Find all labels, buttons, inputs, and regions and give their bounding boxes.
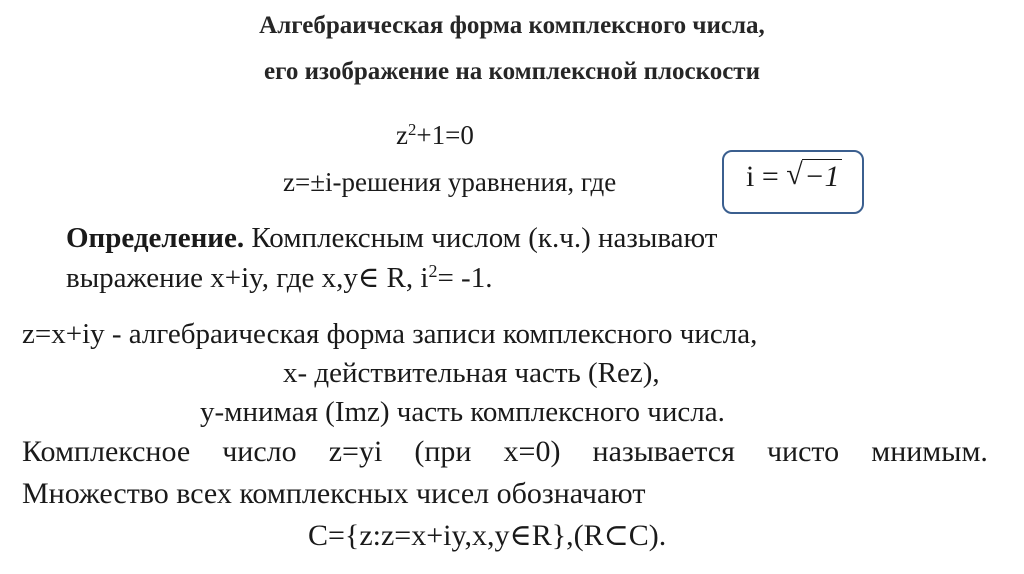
equation-exponent: 2 [407,119,417,139]
formula-lhs: i = [746,160,787,193]
body-line-4-word: Комплексное [22,435,191,468]
solutions-text: z=±i-решения уравнения, где [283,167,617,197]
body-line-4-word: (при [414,435,472,468]
radicand: −1 [804,160,840,193]
equation-rest: +1=0 [416,120,474,150]
sqrt-formula [746,160,842,194]
body-line-2: x- действительная часть (Rez), [283,357,660,389]
radical-sign: √ [786,158,803,191]
slide-title-line-1: Алгебраическая форма комплексного числа, [259,12,765,39]
definition-heading: Определение. [66,222,245,254]
body-line-4-word: мнимым. [871,435,988,468]
body-line-4-word: x=0) [503,435,561,468]
equation-base: z [396,120,408,150]
set-definition: C={z:z=x+iy,x,y∈R},(R⊂C). [308,519,667,552]
definition-line-2-b: = -1. [437,262,493,294]
body-line-5: Множество всех комплексных чисел обозначают [22,477,646,510]
body-line-4 [22,435,988,469]
body-line-4-word: называется [592,435,735,468]
body-line-4-word: чисто [766,435,840,468]
slide-title-line-2: его изображение на комплексной плоскости [264,58,760,85]
body-line-4-word: z=yi [328,435,383,468]
definition-exponent: 2 [428,261,438,282]
definition-line-1 [66,222,717,255]
body-line-1: z=x+iy - алгебраическая форма записи комплексного числа, [22,318,758,350]
body-line-3: y-мнимая (Imz) часть комплексного числа. [200,396,725,428]
equation [396,120,474,151]
definition-line-2-a: выражение x+iy, где x,y∈ R, i [66,262,429,294]
formula-box [722,150,864,214]
body-line-4-word: число [222,435,297,468]
square-root [786,160,841,194]
definition-line-2 [66,260,492,295]
definition-text: Комплексным числом (к.ч.) называют [244,222,718,254]
